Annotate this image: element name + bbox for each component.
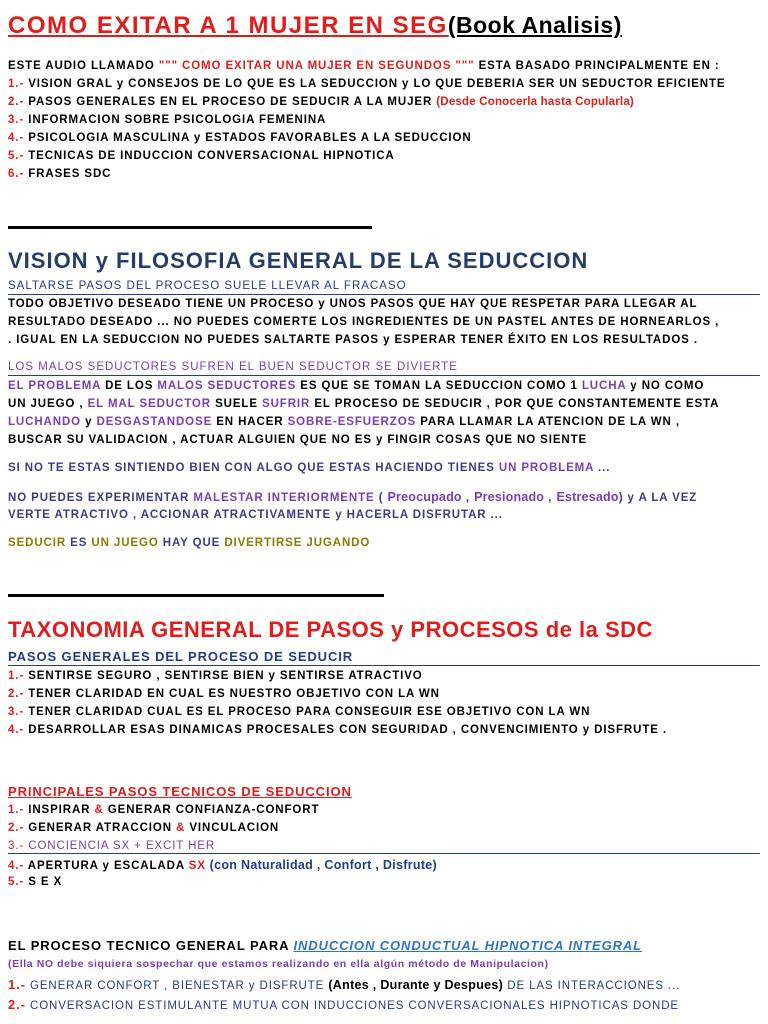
taxonomy-heading: TAXONOMIA GENERAL DE PASOS y PROCESOS de la SDC bbox=[8, 617, 653, 642]
process-note: (Ella NO debe siquiera sospechar que estamos realizando en ella algún método de Manipulacion) bbox=[8, 958, 549, 970]
document-title bbox=[8, 12, 622, 40]
feeling-line: SI NO TE ESTAS SINTIENDO BIEN CON ALGO QUE ESTAS HACIENDO TIENES UN PROBLEMA ... bbox=[8, 462, 611, 474]
intro-line: ESTE AUDIO LLAMADO """ COMO EXITAR UNA MUJER EN SEGUNDOS """ ESTA BASADO PRINCIPALMENTE EN : bbox=[8, 60, 720, 72]
list-item: 2.- TENER CLARIDAD EN CUAL ES NUESTRO OBJETIVO CON LA WN bbox=[8, 688, 440, 700]
list-item: 3.- CONCIENCIA SX + EXCIT HER bbox=[8, 840, 216, 852]
title-sub: (Book Analisis) bbox=[447, 12, 622, 38]
juego-line: SEDUCIR ES UN JUEGO HAY QUE DIVERTIRSE JUGANDO bbox=[8, 537, 371, 549]
list-item: 2.- CONVERSACION ESTIMULANTE MUTUA CON INDUCCIONES CONVERSACIONALES HIPNOTICAS DONDE bbox=[8, 997, 679, 1012]
induccion-link[interactable]: INDUCCION CONDUCTUAL HIPNOTICA INTEGRAL bbox=[293, 938, 643, 953]
list-item: 4.- PSICOLOGIA MASCULINA y ESTADOS FAVORABLES A LA SEDUCCION bbox=[8, 132, 472, 144]
list-item: 4.- DESARROLLAR ESAS DINAMICAS PROCESALES CON SEGURIDAD , CONVENCIMIENTO y DISFRUTE . bbox=[8, 724, 668, 736]
list-item: 1.- INSPIRAR & GENERAR CONFIANZA-CONFORT bbox=[8, 804, 320, 816]
vision-heading: VISION y FILOSOFIA GENERAL DE LA SEDUCCION bbox=[8, 248, 589, 273]
problem-line: EL PROBLEMA DE LOS MALOS SEDUCTORES ES QUE SE TOMAN LA SEDUCCION COMO 1 LUCHA y NO COMO bbox=[8, 380, 705, 392]
problem-line: BUSCAR SU VALIDACION , ACTUAR ALGUIEN QUE NO ES y FINGIR COSAS QUE NO SIENTE bbox=[8, 434, 588, 446]
sub-rule bbox=[8, 665, 760, 666]
process-heading: EL PROCESO TECNICO GENERAL PARA INDUCCION CONDUCTUAL HIPNOTICA INTEGRAL bbox=[8, 938, 643, 953]
malestar-line: VERTE ATRACTIVO , ACCIONAR ATRACTIVAMENTE y HACERLA DISFRUTAR ... bbox=[8, 509, 503, 521]
vision-para-line: TODO OBJETIVO DESEADO TIENE UN PROCESO y UNOS PASOS QUE HAY QUE RESPETAR PARA LLEGAR AL bbox=[8, 298, 698, 310]
taxonomy-subheading: PASOS GENERALES DEL PROCESO DE SEDUCIR bbox=[8, 649, 354, 664]
list-item: 2.- PASOS GENERALES EN EL PROCESO DE SEDUCIR A LA MUJER (Desde Conocerla hasta Copularla) bbox=[8, 96, 634, 108]
list-item: 4.- APERTURA y ESCALADA SX (con Naturalidad , Confort , Disfrute) bbox=[8, 858, 438, 872]
list-item: 3.- INFORMACION SOBRE PSICOLOGIA FEMENINA bbox=[8, 114, 327, 126]
problem-line: LUCHANDO y DESGASTANDOSE EN HACER SOBRE-ESFUERZOS PARA LLAMAR LA ATENCION DE LA WN , bbox=[8, 416, 680, 428]
section-divider bbox=[8, 594, 384, 597]
vision-para-line: RESULTADO DESEADO ... NO PUEDES COMERTE LOS INGREDIENTES DE UN PASTEL ANTES DE HORNEARLOS , bbox=[8, 316, 720, 328]
list-item: 5.- TECNICAS DE INDUCCION CONVERSACIONAL HIPNOTICA bbox=[8, 150, 395, 162]
problem-line: UN JUEGO , EL MAL SEDUCTOR SUELE SUFRIR EL PROCESO DE SEDUCIR , POR QUE CONSTANTEMENTE ESTA bbox=[8, 398, 720, 410]
sub-rule bbox=[8, 375, 760, 376]
list-item: 1.- SENTIRSE SEGURO , SENTIRSE BIEN y SENTIRSE ATRACTIVO bbox=[8, 670, 423, 682]
list-item: 3.- TENER CLARIDAD CUAL ES EL PROCESO PARA CONSEGUIR ESE OBJETIVO CON LA WN bbox=[8, 706, 591, 718]
malestar-line: NO PUEDES EXPERIMENTAR MALESTAR INTERIORMENTE ( Preocupado , Presionado , Estresado) y A LA VEZ bbox=[8, 490, 698, 504]
sub-rule bbox=[8, 294, 760, 295]
vision-para-line: . IGUAL EN LA SEDUCCION NO PUEDES SALTARTE PASOS y ESPERAR TENER ÉXITO EN LOS RESULTADOS . bbox=[8, 334, 698, 346]
tech-heading: PRINCIPALES PASOS TECNICOS DE SEDUCCION bbox=[8, 784, 352, 799]
list-item: 6.- FRASES SDC bbox=[8, 168, 112, 180]
list-item: 1.- VISION GRAL y CONSEJOS DE LO QUE ES LA SEDUCCION y LO QUE DEBERIA SER UN SEDUCTOR EFICIENTE bbox=[8, 78, 726, 90]
vision-subheading-1: SALTARSE PASOS DEL PROCESO SUELE LLEVAR AL FRACASO bbox=[8, 280, 407, 292]
section-divider bbox=[8, 226, 372, 229]
title-main: COMO EXITAR A 1 MUJER EN SEG bbox=[8, 12, 448, 39]
vision-subheading-2: LOS MALOS SEDUCTORES SUFREN EL BUEN SEDUCTOR SE DIVIERTE bbox=[8, 361, 458, 373]
list-item: 2.- GENERAR ATRACCION & VINCULACION bbox=[8, 822, 280, 834]
sub-rule bbox=[8, 853, 760, 854]
list-item: 1.- GENERAR CONFORT , BIENESTAR y DISFRUTE (Antes , Durante y Despues) DE LAS INTERACCIONES ... bbox=[8, 977, 681, 992]
list-item: 5.- S E X bbox=[8, 876, 63, 888]
